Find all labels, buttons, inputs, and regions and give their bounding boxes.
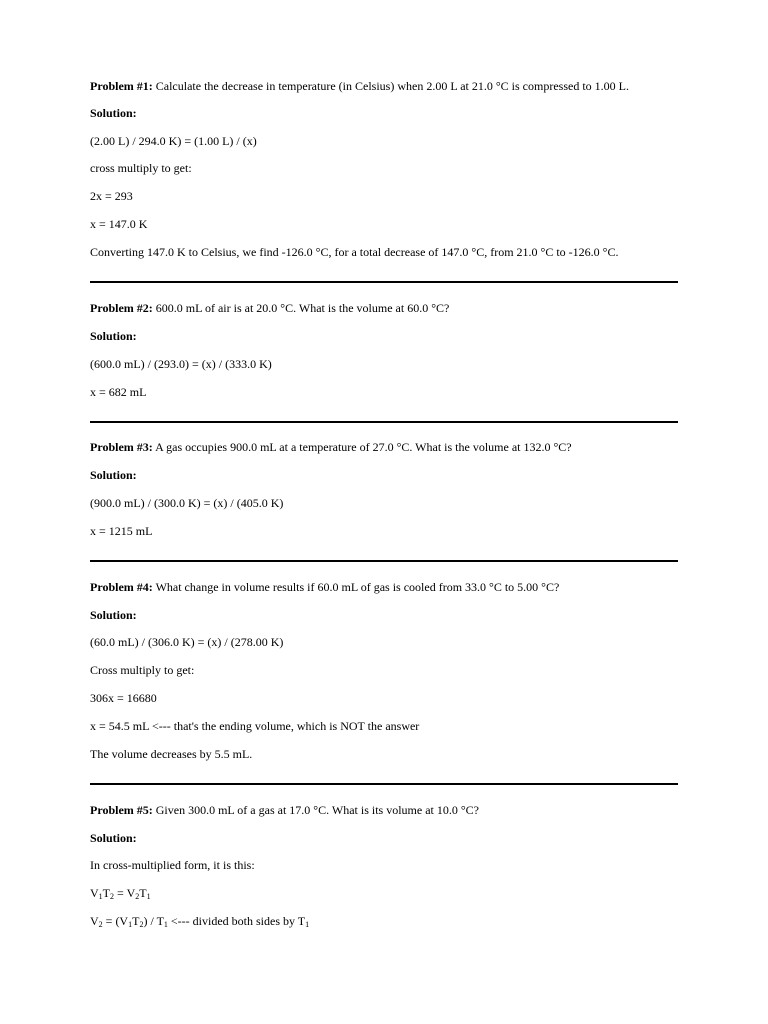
problem-3-question: A gas occupies 900.0 mL at a temperature of 27.0 °C. What is the volume at 132.0 °C? [155, 440, 572, 454]
problem-2-statement [90, 301, 449, 315]
problem-1-step-1: (2.00 L) / 294.0 K) = (1.00 L) / (x) [90, 134, 257, 148]
subscript: 2 [110, 892, 115, 901]
problem-5-formula-solved [90, 914, 309, 928]
problem-1-statement [90, 79, 629, 93]
problem-1-step-2: cross multiply to get: [90, 161, 192, 175]
subscript: 1 [163, 920, 168, 929]
problem-1-step-4: x = 147.0 K [90, 217, 148, 231]
problem-4-step-4: x = 54.5 mL <--- that's the ending volume, which is NOT the answer [90, 719, 420, 733]
var-v: V [90, 886, 99, 900]
subscript: 1 [305, 920, 310, 929]
problem-3-label: Problem #3: [90, 440, 153, 454]
problem-3-statement [90, 440, 572, 454]
var-v: V [90, 914, 99, 928]
section-divider [90, 421, 678, 423]
var-v: V [126, 886, 136, 900]
problem-5-step-1: In cross-multiplied form, it is this: [90, 858, 255, 872]
problem-2-question: 600.0 mL of air is at 20.0 °C. What is the volume at 60.0 °C? [155, 301, 450, 315]
section-divider [90, 560, 678, 562]
problem-5-solution-label: Solution: [90, 831, 137, 845]
problem-3-step-2: x = 1215 mL [90, 524, 153, 538]
problem-3-step-1: (900.0 mL) / (300.0 K) = (x) / (405.0 K) [90, 496, 284, 510]
problem-4-question: What change in volume results if 60.0 mL of gas is cooled from 33.0 °C to 5.00 °C? [155, 580, 560, 594]
subscript: 2 [139, 920, 144, 929]
subscript: 2 [98, 920, 103, 929]
problem-4-statement [90, 580, 559, 594]
var-t: T [132, 914, 140, 928]
subscript: 2 [135, 892, 140, 901]
section-divider [90, 783, 678, 785]
formula-text: ) / T [143, 914, 164, 928]
problem-2-step-2: x = 682 mL [90, 385, 147, 399]
formula-text: = (V [102, 914, 129, 928]
problem-1-label: Problem #1: [90, 79, 153, 93]
problem-2-label: Problem #2: [90, 301, 153, 315]
problem-2-step-1: (600.0 mL) / (293.0) = (x) / (333.0 K) [90, 357, 272, 371]
formula-note: <--- divided both sides by T [167, 914, 306, 928]
problem-4-step-1: (60.0 mL) / (306.0 K) = (x) / (278.00 K) [90, 635, 284, 649]
problem-1-step-5: Converting 147.0 K to Celsius, we find -126.0 °C, for a total decrease of 147.0 °C, from 21.0 °C to -126.0 °C. [90, 245, 619, 259]
equals: = [114, 886, 127, 900]
problem-4-step-2: Cross multiply to get: [90, 663, 195, 677]
var-t: T [102, 886, 111, 900]
problem-4-step-5: The volume decreases by 5.5 mL. [90, 747, 253, 761]
problem-1-solution-label: Solution: [90, 106, 137, 120]
problem-5-label: Problem #5: [90, 803, 153, 817]
subscript: 1 [146, 892, 151, 901]
problem-4-solution-label: Solution: [90, 608, 137, 622]
problem-1-step-3: 2x = 293 [90, 189, 133, 203]
problem-4-step-3: 306x = 16680 [90, 691, 157, 705]
problem-4-label: Problem #4: [90, 580, 153, 594]
problem-1-question: Calculate the decrease in temperature (in Celsius) when 2.00 L at 21.0 °C is compressed to 1.00 L. [155, 79, 629, 93]
var-t: T [139, 886, 147, 900]
subscript: 1 [98, 892, 103, 901]
section-divider [90, 281, 678, 283]
problem-5-question: Given 300.0 mL of a gas at 17.0 °C. What is its volume at 10.0 °C? [155, 803, 479, 817]
problem-5-formula-cross-multiplied [90, 886, 151, 900]
problem-2-solution-label: Solution: [90, 329, 137, 343]
problem-3-solution-label: Solution: [90, 468, 137, 482]
problem-5-statement [90, 803, 479, 817]
subscript: 1 [128, 920, 133, 929]
